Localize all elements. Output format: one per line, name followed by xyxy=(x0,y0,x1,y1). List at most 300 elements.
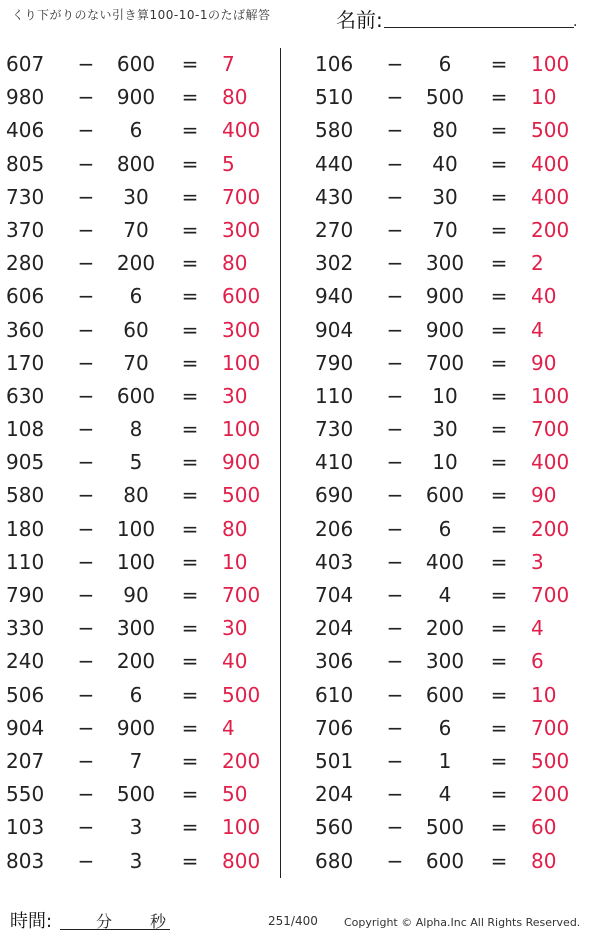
page-number: 251/400 xyxy=(268,914,318,928)
subtrahend: 900 xyxy=(116,85,156,110)
equals-sign: = xyxy=(181,383,199,408)
equals-sign: = xyxy=(181,583,199,607)
subtrahend: 600 xyxy=(116,52,156,76)
problem-row xyxy=(313,513,598,546)
minuend: 270 xyxy=(315,217,354,242)
problem-row xyxy=(313,413,598,446)
subtrahend: 200 xyxy=(425,616,465,641)
problem-row xyxy=(313,114,598,147)
equals-sign: = xyxy=(181,251,199,276)
problem-row xyxy=(313,479,598,512)
minus-sign: − xyxy=(77,516,95,541)
minus-sign: − xyxy=(386,549,404,574)
minuend: 905 xyxy=(6,450,45,475)
problem-row xyxy=(4,612,289,645)
answer: 500 xyxy=(222,483,261,508)
minus-sign: − xyxy=(77,715,95,740)
subtrahend: 300 xyxy=(116,616,156,641)
equals-sign: = xyxy=(181,782,199,807)
equals-sign: = xyxy=(181,649,199,674)
subtrahend: 6 xyxy=(129,284,143,309)
answer: 40 xyxy=(531,284,557,309)
minuend: 430 xyxy=(315,184,354,209)
equals-sign: = xyxy=(181,85,199,110)
subtrahend: 600 xyxy=(425,483,465,508)
answer: 300 xyxy=(222,317,261,342)
minus-sign: − xyxy=(386,85,404,110)
subtrahend: 8 xyxy=(129,417,143,442)
minutes-label: 分 xyxy=(96,912,113,931)
subtrahend: 6 xyxy=(438,715,452,740)
problem-row xyxy=(313,645,598,678)
equals-sign: = xyxy=(490,417,508,442)
minus-sign: − xyxy=(386,317,404,342)
minus-sign: − xyxy=(386,583,404,607)
minus-sign: − xyxy=(77,649,95,674)
name-field-dot: . xyxy=(573,14,578,30)
subtrahend: 7 xyxy=(129,748,143,773)
equals-sign: = xyxy=(490,184,508,209)
minus-sign: − xyxy=(386,118,404,143)
problem-row xyxy=(4,314,289,347)
equals-sign: = xyxy=(490,549,508,574)
answer: 30 xyxy=(222,383,248,408)
problem-row xyxy=(4,811,289,844)
minuend: 580 xyxy=(315,118,354,143)
equals-sign: = xyxy=(490,682,508,707)
minus-sign: − xyxy=(386,217,404,242)
answer: 700 xyxy=(531,417,570,442)
minus-sign: − xyxy=(77,85,95,110)
minuend: 790 xyxy=(6,583,45,607)
answer: 100 xyxy=(222,815,261,840)
left-problem-column xyxy=(4,48,289,878)
minus-sign: − xyxy=(386,483,404,508)
minus-sign: − xyxy=(386,52,404,76)
minus-sign: − xyxy=(77,450,95,475)
problem-row xyxy=(4,114,289,147)
answer: 200 xyxy=(531,782,570,807)
subtrahend: 4 xyxy=(438,782,452,807)
minus-sign: − xyxy=(386,815,404,840)
minuend: 706 xyxy=(315,715,354,740)
minus-sign: − xyxy=(77,151,95,176)
minus-sign: − xyxy=(77,682,95,707)
minuend: 370 xyxy=(6,217,45,242)
minuend: 440 xyxy=(315,151,354,176)
equals-sign: = xyxy=(490,848,508,873)
minuend: 980 xyxy=(6,85,45,110)
minuend: 690 xyxy=(315,483,354,508)
minus-sign: − xyxy=(386,151,404,176)
answer: 90 xyxy=(531,483,557,508)
problem-row xyxy=(313,181,598,214)
answer: 7 xyxy=(222,52,235,76)
problem-row xyxy=(313,745,598,778)
answer: 90 xyxy=(531,350,557,375)
minuend: 680 xyxy=(315,848,354,873)
subtrahend: 800 xyxy=(116,151,156,176)
minus-sign: − xyxy=(77,217,95,242)
answer: 300 xyxy=(222,217,261,242)
equals-sign: = xyxy=(490,151,508,176)
minus-sign: − xyxy=(386,417,404,442)
minuend: 550 xyxy=(6,782,45,807)
subtrahend: 1 xyxy=(438,748,452,773)
subtrahend: 6 xyxy=(129,682,143,707)
answer: 10 xyxy=(222,549,248,574)
equals-sign: = xyxy=(490,815,508,840)
equals-sign: = xyxy=(181,848,199,873)
subtrahend: 3 xyxy=(129,848,143,873)
minus-sign: − xyxy=(77,583,95,607)
answer: 3 xyxy=(531,549,544,574)
answer: 40 xyxy=(222,649,248,674)
minuend: 610 xyxy=(315,682,354,707)
minuend: 406 xyxy=(6,118,45,143)
answer: 500 xyxy=(222,682,261,707)
minuend: 360 xyxy=(6,317,45,342)
answer: 100 xyxy=(222,350,261,375)
subtrahend: 6 xyxy=(129,118,143,143)
subtrahend: 60 xyxy=(123,317,149,342)
problem-row xyxy=(313,380,598,413)
answer: 4 xyxy=(222,715,235,740)
minuend: 106 xyxy=(315,52,354,76)
subtrahend: 5 xyxy=(129,450,143,475)
minus-sign: − xyxy=(386,516,404,541)
minus-sign: − xyxy=(77,350,95,375)
answer: 500 xyxy=(531,118,570,143)
problem-row xyxy=(4,579,289,612)
equals-sign: = xyxy=(490,118,508,143)
subtrahend: 900 xyxy=(425,317,465,342)
minuend: 204 xyxy=(315,782,354,807)
minus-sign: − xyxy=(386,848,404,873)
minuend: 207 xyxy=(6,748,45,773)
answer: 5 xyxy=(222,151,235,176)
minuend: 730 xyxy=(315,417,354,442)
equals-sign: = xyxy=(181,417,199,442)
minus-sign: − xyxy=(386,782,404,807)
answer: 100 xyxy=(531,52,570,76)
equals-sign: = xyxy=(490,284,508,309)
equals-sign: = xyxy=(181,184,199,209)
answer: 200 xyxy=(531,516,570,541)
problem-row xyxy=(4,479,289,512)
subtrahend: 900 xyxy=(116,715,156,740)
problem-row xyxy=(313,712,598,745)
minuend: 403 xyxy=(315,549,354,574)
subtrahend: 500 xyxy=(425,815,465,840)
minus-sign: − xyxy=(386,284,404,309)
problem-row xyxy=(313,546,598,579)
problem-row xyxy=(313,148,598,181)
equals-sign: = xyxy=(490,748,508,773)
minus-sign: − xyxy=(77,848,95,873)
minuend: 170 xyxy=(6,350,45,375)
problem-row xyxy=(4,48,289,81)
subtrahend: 30 xyxy=(123,184,149,209)
answer: 100 xyxy=(531,383,570,408)
minus-sign: − xyxy=(386,383,404,408)
name-field-line[interactable] xyxy=(384,27,574,28)
subtrahend: 10 xyxy=(432,383,458,408)
minus-sign: − xyxy=(386,251,404,276)
minuend: 180 xyxy=(6,516,45,541)
answer: 700 xyxy=(531,715,570,740)
problem-row xyxy=(313,612,598,645)
subtrahend: 80 xyxy=(432,118,458,143)
equals-sign: = xyxy=(181,748,199,773)
minus-sign: − xyxy=(386,350,404,375)
minus-sign: − xyxy=(386,184,404,209)
minus-sign: − xyxy=(77,317,95,342)
problem-row xyxy=(313,679,598,712)
subtrahend: 300 xyxy=(425,649,465,674)
subtrahend: 200 xyxy=(116,251,156,276)
problem-row xyxy=(4,280,289,313)
subtrahend: 100 xyxy=(116,516,156,541)
subtrahend: 80 xyxy=(123,483,149,508)
equals-sign: = xyxy=(490,85,508,110)
minuend: 790 xyxy=(315,350,354,375)
answer: 600 xyxy=(222,284,261,309)
equals-sign: = xyxy=(490,350,508,375)
problem-row xyxy=(4,247,289,280)
answer: 30 xyxy=(222,616,248,641)
minuend: 280 xyxy=(6,251,45,276)
problem-row xyxy=(4,712,289,745)
answer: 100 xyxy=(222,417,261,442)
subtrahend: 6 xyxy=(438,516,452,541)
minuend: 904 xyxy=(6,715,45,740)
answer: 700 xyxy=(222,583,261,607)
minus-sign: − xyxy=(77,815,95,840)
problem-row xyxy=(4,679,289,712)
problem-row xyxy=(4,380,289,413)
equals-sign: = xyxy=(181,118,199,143)
problem-row xyxy=(4,214,289,247)
equals-sign: = xyxy=(181,450,199,475)
answer: 400 xyxy=(531,151,570,176)
equals-sign: = xyxy=(181,217,199,242)
minuend: 560 xyxy=(315,815,354,840)
subtrahend: 600 xyxy=(425,848,465,873)
equals-sign: = xyxy=(181,616,199,641)
minus-sign: − xyxy=(77,251,95,276)
problem-row xyxy=(313,446,598,479)
equals-sign: = xyxy=(181,516,199,541)
subtrahend: 70 xyxy=(123,217,149,242)
equals-sign: = xyxy=(181,549,199,574)
minus-sign: − xyxy=(77,52,95,76)
minuend: 730 xyxy=(6,184,45,209)
problem-row xyxy=(4,546,289,579)
minuend: 803 xyxy=(6,848,45,873)
equals-sign: = xyxy=(490,616,508,641)
problem-row xyxy=(313,778,598,811)
equals-sign: = xyxy=(181,715,199,740)
problem-row xyxy=(313,579,598,612)
subtrahend: 400 xyxy=(425,549,465,574)
answer: 60 xyxy=(531,815,557,840)
answer: 400 xyxy=(222,118,261,143)
answer: 700 xyxy=(531,583,570,607)
problem-row xyxy=(313,280,598,313)
answer: 80 xyxy=(222,516,248,541)
problem-row xyxy=(4,645,289,678)
equals-sign: = xyxy=(181,682,199,707)
problem-row xyxy=(4,81,289,114)
minuend: 330 xyxy=(6,616,45,641)
equals-sign: = xyxy=(490,52,508,76)
answer: 800 xyxy=(222,848,261,873)
subtrahend: 100 xyxy=(116,549,156,574)
answer: 10 xyxy=(531,682,557,707)
answer: 4 xyxy=(531,616,544,641)
answer: 50 xyxy=(222,782,248,807)
problem-row xyxy=(313,81,598,114)
subtrahend: 900 xyxy=(425,284,465,309)
minuend: 940 xyxy=(315,284,354,309)
minus-sign: − xyxy=(77,118,95,143)
right-problem-column xyxy=(313,48,598,878)
minuend: 704 xyxy=(315,583,354,607)
answer: 80 xyxy=(222,85,248,110)
equals-sign: = xyxy=(490,583,508,607)
subtrahend: 70 xyxy=(123,350,149,375)
minuend: 103 xyxy=(6,815,45,840)
answer: 700 xyxy=(222,184,261,209)
minuend: 501 xyxy=(315,748,354,773)
equals-sign: = xyxy=(490,383,508,408)
subtrahend: 600 xyxy=(116,383,156,408)
name-label: 名前: xyxy=(336,8,383,32)
answer: 500 xyxy=(531,748,570,773)
subtrahend: 3 xyxy=(129,815,143,840)
minuend: 510 xyxy=(315,85,354,110)
answer: 4 xyxy=(531,317,544,342)
problem-row xyxy=(4,513,289,546)
subtrahend: 200 xyxy=(116,649,156,674)
minus-sign: − xyxy=(77,417,95,442)
answer: 400 xyxy=(531,450,570,475)
minus-sign: − xyxy=(77,284,95,309)
equals-sign: = xyxy=(181,483,199,508)
answer: 200 xyxy=(222,748,261,773)
minus-sign: − xyxy=(386,715,404,740)
minus-sign: − xyxy=(77,616,95,641)
equals-sign: = xyxy=(490,317,508,342)
problem-row xyxy=(4,181,289,214)
minus-sign: − xyxy=(386,748,404,773)
problem-row xyxy=(4,347,289,380)
minuend: 904 xyxy=(315,317,354,342)
minus-sign: − xyxy=(77,184,95,209)
copyright-text: Copyright © Alpha.Inc All Rights Reserved. xyxy=(344,916,581,929)
minuend: 110 xyxy=(6,549,45,574)
problem-row xyxy=(4,745,289,778)
minus-sign: − xyxy=(77,383,95,408)
equals-sign: = xyxy=(490,450,508,475)
problem-row xyxy=(4,148,289,181)
minus-sign: − xyxy=(386,682,404,707)
minuend: 108 xyxy=(6,417,45,442)
equals-sign: = xyxy=(181,317,199,342)
answer: 6 xyxy=(531,649,544,674)
minuend: 204 xyxy=(315,616,354,641)
problem-row xyxy=(313,247,598,280)
minuend: 580 xyxy=(6,483,45,508)
minus-sign: − xyxy=(386,649,404,674)
minus-sign: − xyxy=(386,616,404,641)
subtrahend: 500 xyxy=(116,782,156,807)
minuend: 302 xyxy=(315,251,354,276)
problem-row xyxy=(313,347,598,380)
seconds-label: 秒 xyxy=(150,912,167,931)
answer: 900 xyxy=(222,450,261,475)
minuend: 805 xyxy=(6,151,45,176)
problem-row xyxy=(4,446,289,479)
equals-sign: = xyxy=(181,151,199,176)
time-label: 時間: xyxy=(10,911,53,932)
problem-row xyxy=(4,778,289,811)
answer: 80 xyxy=(531,848,557,873)
equals-sign: = xyxy=(181,284,199,309)
minus-sign: − xyxy=(77,549,95,574)
equals-sign: = xyxy=(181,52,199,76)
minuend: 607 xyxy=(6,52,45,76)
subtrahend: 70 xyxy=(432,217,458,242)
subtrahend: 10 xyxy=(432,450,458,475)
problem-row xyxy=(313,214,598,247)
subtrahend: 600 xyxy=(425,682,465,707)
problem-row xyxy=(313,845,598,878)
minuend: 506 xyxy=(6,682,45,707)
subtrahend: 90 xyxy=(123,583,149,607)
minuend: 630 xyxy=(6,383,45,408)
answer: 200 xyxy=(531,217,570,242)
minus-sign: − xyxy=(77,782,95,807)
minus-sign: − xyxy=(77,748,95,773)
problem-row xyxy=(313,48,598,81)
minuend: 606 xyxy=(6,284,45,309)
minuend: 240 xyxy=(6,649,45,674)
minus-sign: − xyxy=(386,450,404,475)
minuend: 410 xyxy=(315,450,354,475)
subtrahend: 6 xyxy=(438,52,452,76)
minuend: 306 xyxy=(315,649,354,674)
equals-sign: = xyxy=(490,483,508,508)
answer: 10 xyxy=(531,85,557,110)
minuend: 110 xyxy=(315,383,354,408)
minus-sign: − xyxy=(77,483,95,508)
problem-row xyxy=(4,413,289,446)
problem-row xyxy=(313,811,598,844)
equals-sign: = xyxy=(181,815,199,840)
equals-sign: = xyxy=(490,782,508,807)
answer: 400 xyxy=(531,184,570,209)
subtrahend: 500 xyxy=(425,85,465,110)
equals-sign: = xyxy=(490,251,508,276)
worksheet-title: くり下がりのない引き算100-10-1のたば解答 xyxy=(12,8,271,22)
problem-row xyxy=(313,314,598,347)
minuend: 206 xyxy=(315,516,354,541)
equals-sign: = xyxy=(490,649,508,674)
equals-sign: = xyxy=(181,350,199,375)
column-divider xyxy=(280,48,281,878)
